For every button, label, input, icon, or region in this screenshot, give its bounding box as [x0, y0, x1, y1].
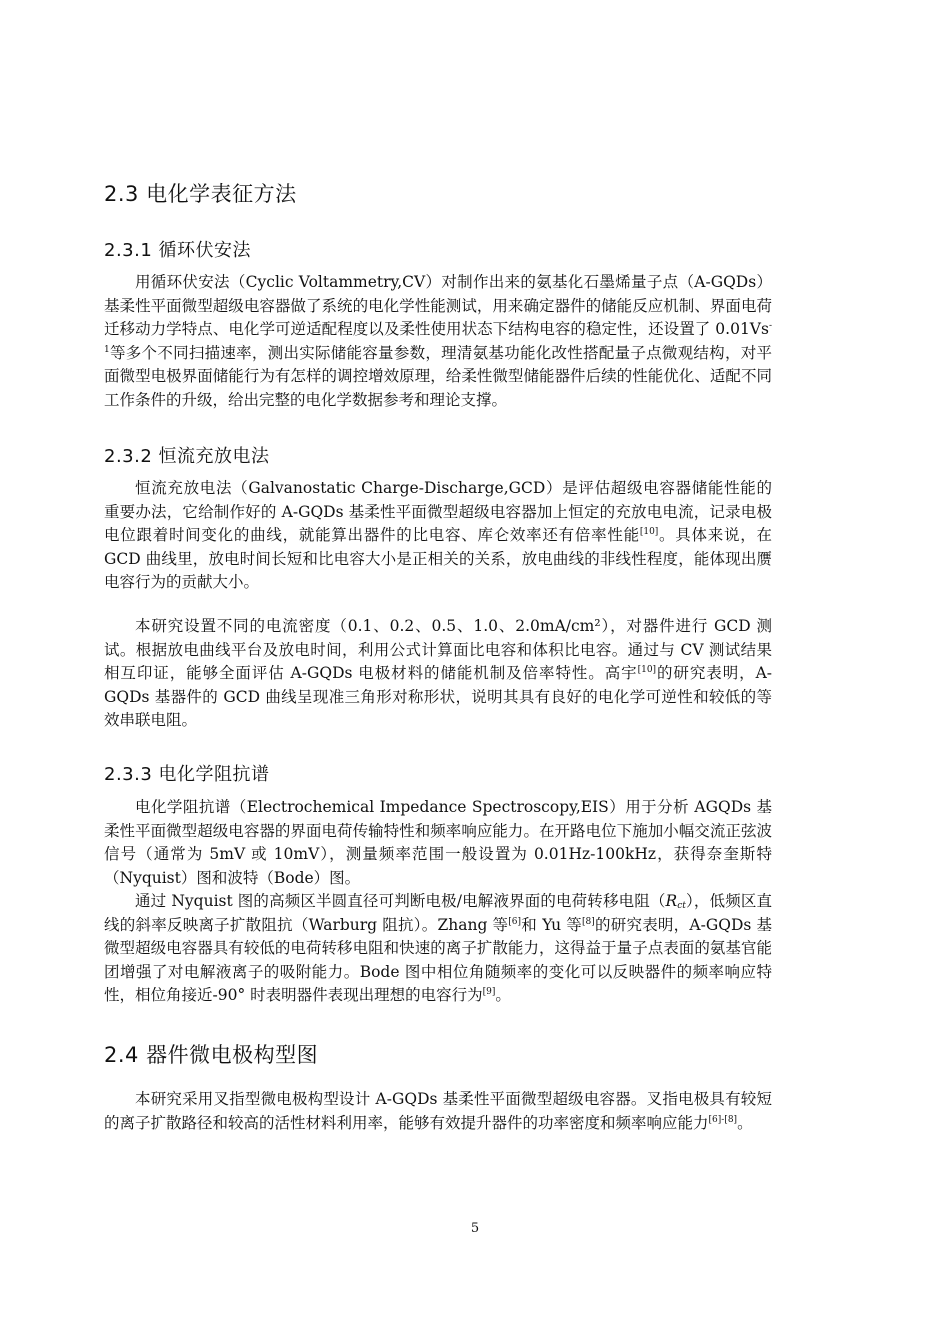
- page-number: 5: [470, 1221, 480, 1236]
- paragraph-gcd-method: 本研究设置不同的电流密度（0.1、0.2、0.5、1.0、2.0mA/cm²），对器件进行 GCD 测试。根据放电曲线平台及放电时间，利用公式计算面比电容和体积比电容。通过与 CV 测试结果相互印证，能够全面评估 A-GQDs 电极材料的储能机制及倍率特性。高宇[10]的研究表明，A-GQDs 基器件的 GCD 曲线呈现准三角形对称形状，说明其具有良好的电化学可逆性和较低的等效串联电阻。: [104, 617, 773, 730]
- paragraph-cv: 用循环伏安法（Cyclic Voltammetry,CV）对制作出来的氨基化石墨烯量子点（A-GQDs）基柔性平面微型超级电容器做了系统的电化学性能测试，用来确定器件的储能反应机制、界面电荷迁移动力学特点、电化学可逆适配程度以及柔性使用状态下结构电容的稳定性，还设置了 $0.01Vs^{-1}$等多个不同扫描速率，测出实际储能容量参数，理清氨基功能化改性搭配量子点微观结构，对平面微型电极界面储能行为有怎样的调控增效原理，给柔性微型储能器件后续的性能优化、适配不同工作条件的升级，给出完整的电化学数据参考和理论支撑。: [104, 273, 772, 409]
- section-heading-2-3-1: 2.3.1 循环伏安法: [104, 240, 252, 261]
- section-heading-2-3-3: 2.3.3 电化学阻抗谱: [104, 764, 270, 785]
- paragraph-gcd-intro: 恒流充放电法（Galvanostatic Charge-Discharge,GCD）是评估超级电容器储能性能的重要办法，它给制作好的 A-GQDs 基柔性平面微型超级电容器加上恒定的充放电电流，记录电极电位跟着时间变化的曲线，就能算出器件的比电容、库仑效率还有倍率性能[10]。具体来说，在 GCD 曲线里，放电时间长短和比电容大小是正相关的关系，放电曲线的非线性程度，能体现出赝电容行为的贡献大小。: [104, 479, 772, 592]
- section-heading-2-3-2: 2.3.2 恒流充放电法: [104, 446, 270, 467]
- paragraph-eis-intro: 电化学阻抗谱（Electrochemical Impedance Spectroscopy,EIS）用于分析 AGQDs 基柔性平面微型超级电容器的界面电荷传输特性和频率响应能力。在开路电位下施加小幅交流正弦波信号（通常为 5mV 或 10mV），测量频率范围一般设置为 0.01Hz-100kHz，获得奈奎斯特（Nyquist）图和波特（Bode）图。: [104, 798, 772, 887]
- section-heading-2-4: 2.4 器件微电极构型图: [104, 1043, 319, 1067]
- section-heading-2-3: 2.3 电化学表征方法: [104, 182, 297, 206]
- paragraph-device: 本研究采用叉指型微电极构型设计 A-GQDs 基柔性平面微型超级电容器。叉指电极具有较短的离子扩散路径和较高的活性材料利用率，能够有效提升器件的功率密度和频率响应能力[6]-[8]。: [104, 1090, 772, 1132]
- paragraph-eis-analysis: 通过 Nyquist 图的高频区半圆直径可判断电极/电解液界面的电荷转移电阻$(R_{ct})$，低频区直线的斜率反映离子扩散阻抗（Warburg 阻抗）。Zhang 等[6]和 Yu 等[8]的研究表明，A-GQDs 基微型超级电容器具有较低的电荷转移电阻和快速的离子扩散能力，这得益于量子点表面的氨基官能团增强了对电解液离子的吸附能力。Bode 图中相位角随频率的变化可以反映器件的频率响应特性，相位角接近-90° 时表明器件表现出理想的电容行为[9]。: [104, 892, 772, 1005]
